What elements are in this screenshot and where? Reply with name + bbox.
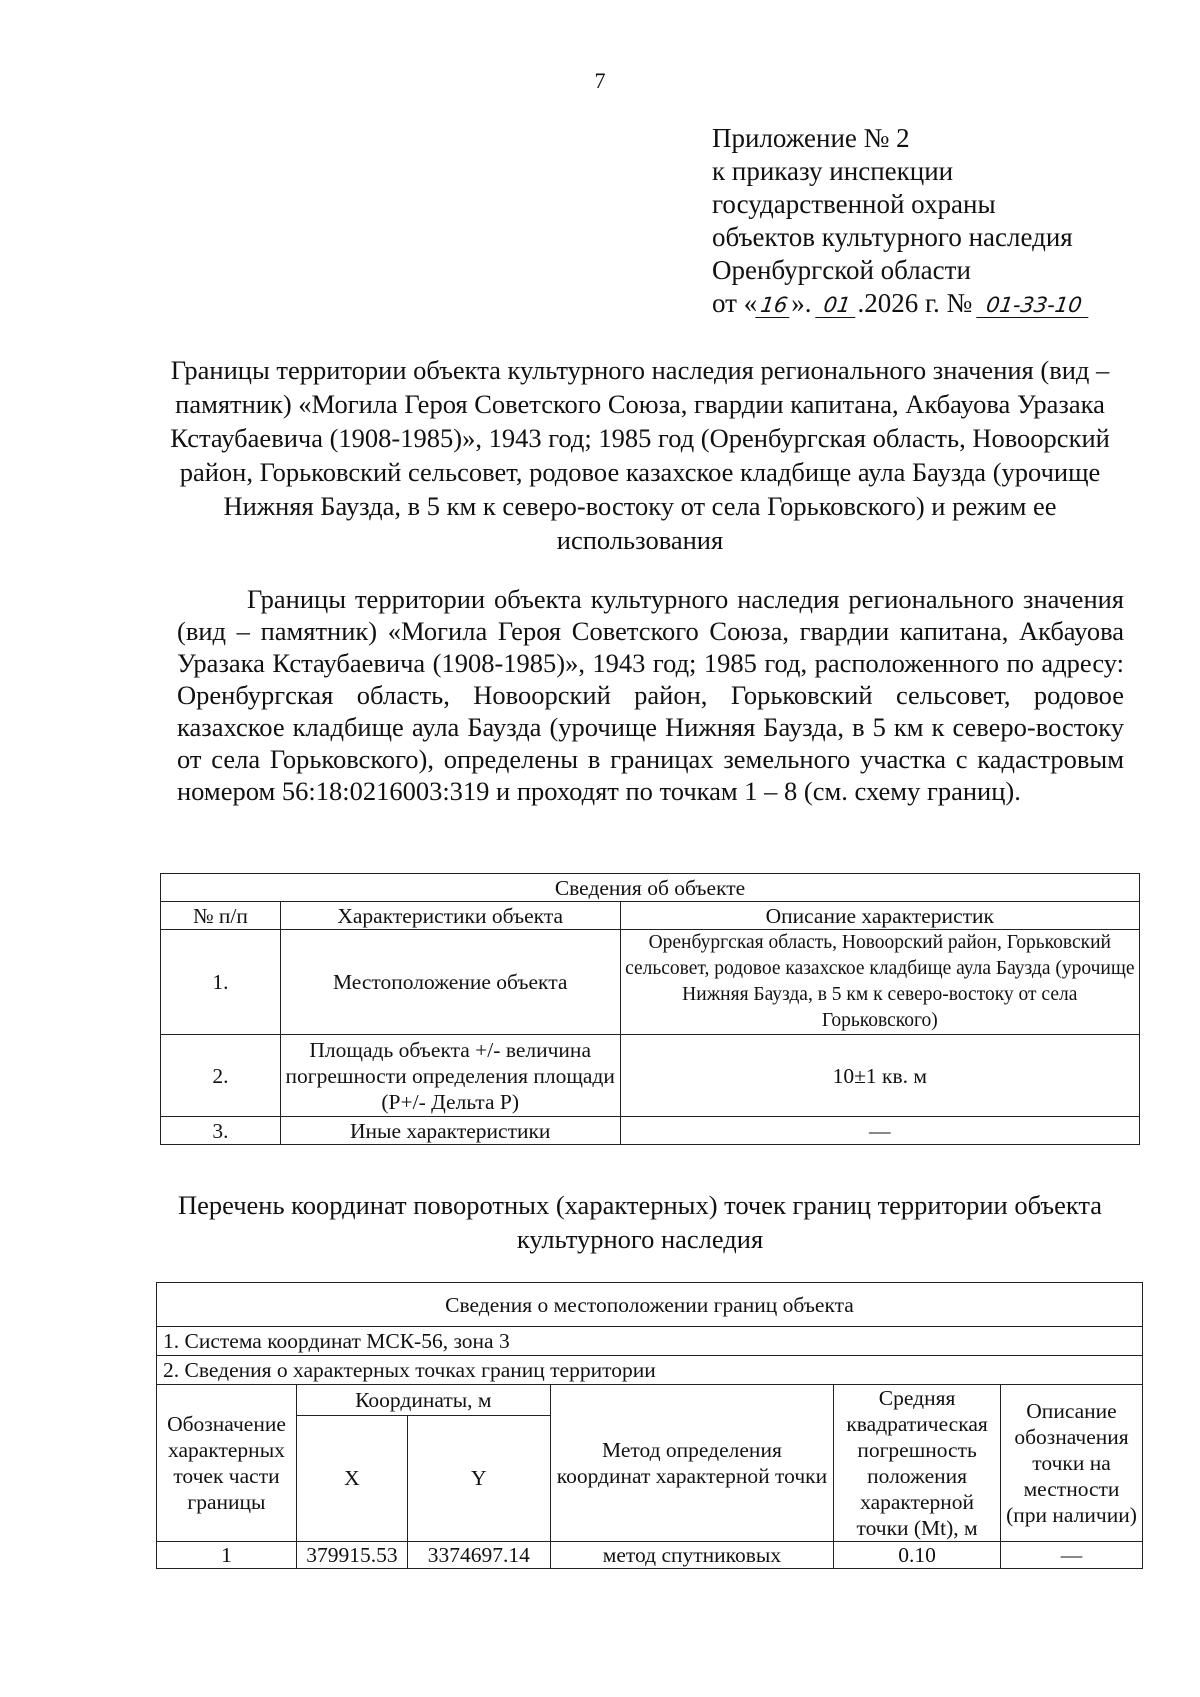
row-characteristic: Местоположение объекта <box>280 930 620 1035</box>
table-row <box>157 1542 1143 1569</box>
coordinate-system: 1. Система координат МСК-56, зона 3 <box>157 1327 1143 1356</box>
column-header-error: Средняя квадратическая погрешность положения характерной точки (Mt), м <box>834 1385 1001 1542</box>
row-description: 10±1 кв. м <box>620 1035 1139 1117</box>
appendix-line: государственной охраны <box>712 189 996 219</box>
point-error: 0.10 <box>834 1542 1001 1569</box>
point-method: метод спутниковых <box>550 1542 833 1569</box>
column-header-coordinates: Координаты, м <box>296 1385 550 1416</box>
column-header: Характеристики объекта <box>280 902 620 930</box>
point-designation: 1 <box>157 1542 297 1569</box>
page-number: 7 <box>594 68 606 93</box>
handwritten-order-number: 01-33-10 <box>976 293 1092 318</box>
date-year: .2026 г. № <box>857 288 973 318</box>
column-header: № п/п <box>161 902 281 930</box>
point-x: 379915.53 <box>296 1542 407 1569</box>
column-header-description: Описание обозначения точки на местности (при наличии) <box>1001 1385 1143 1542</box>
column-header-y: Y <box>407 1415 550 1541</box>
appendix-line: объектов культурного наследия <box>712 222 1073 252</box>
row-number: 1. <box>161 930 281 1035</box>
handwritten-day: 16 <box>755 293 793 318</box>
row-number: 3. <box>161 1117 281 1145</box>
handwritten-month: 01 <box>816 293 860 318</box>
order-date-line <box>712 287 1152 320</box>
table-caption: Сведения о местоположении границ объекта <box>157 1283 1143 1327</box>
point-y: 3374697.14 <box>407 1542 550 1569</box>
appendix-line: Приложение № 2 <box>712 123 910 153</box>
row-number: 2. <box>161 1035 281 1117</box>
column-header-x: X <box>296 1415 407 1541</box>
coordinates-table <box>156 1282 1143 1569</box>
object-info-table <box>160 873 1140 1145</box>
row-description: — <box>620 1117 1139 1145</box>
appendix-line: к приказу инспекции <box>712 156 954 186</box>
row-description: Оренбургская область, Новоорский район, Горьковский сельсовет, родовое казахское кладбище аула Баузда (урочище Нижняя Баузда, в 5 км к северо-востоку от села Горьковского) <box>620 930 1139 1035</box>
table-row <box>161 930 1140 1035</box>
column-header: Описание характеристик <box>620 902 1139 930</box>
appendix-line: Оренбургской области <box>712 255 971 285</box>
appendix-header <box>712 122 1152 320</box>
row-characteristic: Площадь объекта +/- величина погрешности определения площади (P+/- Дельта P) <box>280 1035 620 1117</box>
column-header-designation: Обозначение характерных точек части границы <box>157 1385 297 1542</box>
date-prefix: от « <box>712 288 758 318</box>
column-header-method: Метод определения координат характерной точки <box>550 1385 833 1542</box>
table-row <box>161 1035 1140 1117</box>
body-paragraph: Границы территории объекта культурного наследия регионального значения (вид – памятник) «Могила Героя Советского Союза, гвардии капитана, Акбауова Уразака Кстаубаевича (1908-1985)», 1943 год; 1985 год, расположенного по адресу: Оренбургская область, Новоорский район, Горьковский сельсовет, родовое казахское кладбище аула Баузда (урочище Нижняя Баузда, в 5 км к северо-востоку от села Горьковского), определены в границах земельного участка с кадастровым номером 56:18:0216003:319 и проходят по точкам 1 – 8 (см. схему границ). <box>177 584 1124 806</box>
points-info: 2. Сведения о характерных точках границ территории <box>157 1356 1143 1385</box>
row-characteristic: Иные характеристики <box>280 1117 620 1145</box>
table-row <box>161 1117 1140 1145</box>
date-mid: ». <box>791 288 812 318</box>
table-caption: Сведения об объекте <box>161 874 1140 902</box>
coordinates-list-title: Перечень координат поворотных (характерных) точек границ территории объекта культурного наследия <box>177 1190 1103 1254</box>
document-title: Границы территории объекта культурного наследия регионального значения (вид – памятник) «Могила Героя Советского Союза, гвардии капитана, Акбауова Уразака Кстаубаевича (1908-1985)», 1943 год; 1985 год (Оренбургская область, Новоорский район, Горьковский сельсовет, родовое казахское кладбище аула Баузда (урочище Нижняя Баузда, в 5 км к северо-востоку от села Горьковского) и режим ее использования <box>170 355 1110 555</box>
point-description: — <box>1001 1542 1143 1569</box>
